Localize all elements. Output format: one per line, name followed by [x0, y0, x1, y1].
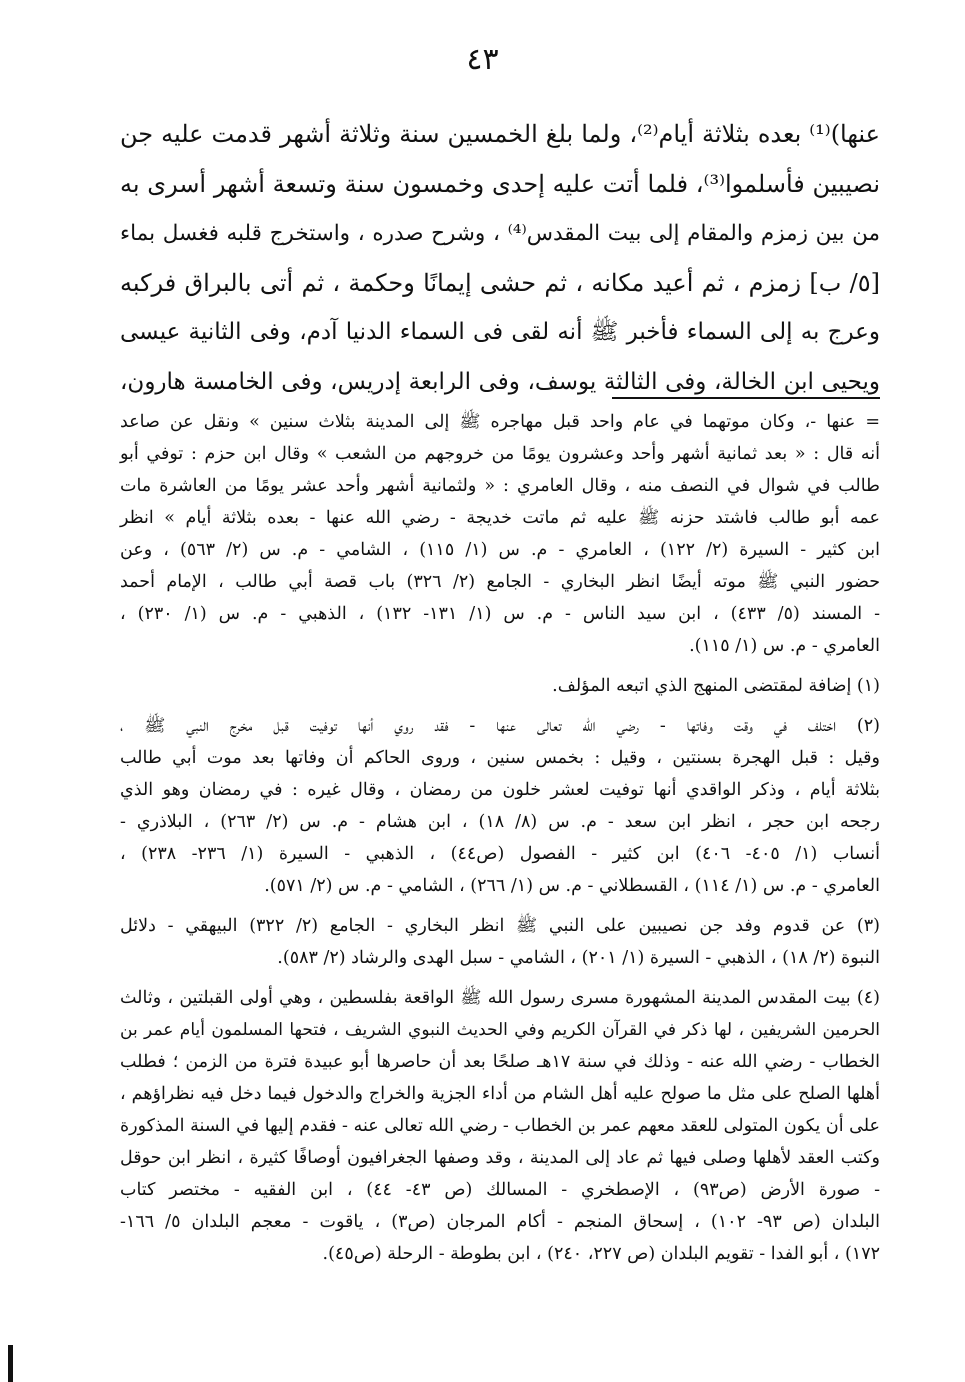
footnote-continued [120, 406, 880, 662]
scan-edge-mark [8, 1345, 13, 1382]
page-number: ٤٣ [466, 42, 499, 77]
footnote-line: عمه أبو طالب فاشتد حزنه ﷺ عليه ثم ماتت خديجة - رضي الله عنها - بعده بثلاثة أيام » انظر [120, 508, 880, 528]
footnote-line: رجحه ابن حجر ، انظر ابن سعد - م. س (٨/ ١٨) ، ابن هشام - م. س (٢/ ٢٦٣) ، البلاذري - [120, 812, 881, 832]
main-text-line: عنها)⁽¹⁾ بعده بثلاثة أيام⁽²⁾، ولما بلغ الخمسين سنة وثلاثة أشهر قدمت عليه جن [120, 120, 880, 148]
footnote-line: العامري - م. س (١/ ١١٤) ، القسطلاني - م. س (١/ ٢٦٦) ، الشامي - م. س (٢/ ٥٧١). [264, 876, 880, 896]
footnote-separator-rule [612, 397, 880, 399]
footnote-4 [120, 982, 880, 1270]
footnotes-block [120, 406, 880, 1270]
footnote-line: (٣) عن قدوم وفد جن نصيبين على النبي ﷺ انظر البخاري - الجامع (٢/ ٣٢٢) البيهقي - دلائل [120, 916, 880, 936]
footnote-line: ابن كثير - السيرة (٢/ ١٢٢) ، العامري - م. س (١/ ١١٥) ، الشامي - م. س (٢/ ٥٦٣) ، وعن [120, 540, 880, 560]
footnote-line: (١) إضافة لمقتضى المنهج الذي اتبعه المؤلف. [552, 676, 880, 696]
main-text-line: ويحيى ابن الخالة، وفى الثالثة يوسف، وفى الرابعة إدريس، وفى الخامسة هارون، [120, 368, 880, 395]
footnote-line: النبوة (٢/ ١٨) ، الذهبي - السيرة (١/ ٢٠١) ، الشامي - سبل الهدى والرشاد (٢/ ٥٨٣). [277, 948, 880, 968]
footnote-line: حضور النبي ﷺ موته أيضًا انظر البخاري - الجامع (٢/ ٣٢٦) باب قصة أبي طالب ، الإمام أحمد [120, 572, 881, 592]
footnote-line: وقيل : قبل الهجرة بسنتين ، وقيل : بخمس سنين ، وروى الحاكم أن وفاتها بعد موت أبي طالب [120, 748, 880, 768]
footnote-line: (٤) بيت المقدس المدينة المشهورة مسرى رسول الله ﷺ الواقعة بفلسطين ، وهي أولى القبلتين ، وثالث [120, 988, 880, 1008]
footnote-2 [120, 710, 880, 902]
main-text-line: نصيبين فأسلموا⁽³⁾، فلما أتت عليه إحدى وخمسون سنة وتسعة أشهر أسرى به [120, 169, 880, 198]
footnote-line: وكتب العقد لأهلها وصلى فيها ثم عاد إلى المدينة ، وقد وصفها الجغرافيون أوصافًا كثيرة ، انظر ابن حوقل [120, 1148, 880, 1168]
footnote-line: - صورة الأرض (ص٩٣) ، الإصطخري - المسالك (ص ٤٣- ٤٤) ، ابن الفقيه - مختصر كتاب [120, 1180, 880, 1200]
footnote-line: أهلها الصلح على مثل ما صولح عليه أهل الشام من أداء الجزية والخراج والدخول فيما دخل فيه نظراؤهم ، [120, 1084, 880, 1104]
footnote-1 [120, 670, 880, 702]
footnote-line: = عنها -، وكان موتهما في عام واحد قبل مهاجره ﷺ إلى المدينة بثلاث سنين » ونقل عن صاعد [120, 412, 880, 432]
footnote-line: الحرمين الشريفين ، لها ذكر في القرآن الكريم وفي الحديث النبوي الشريف ، فتحها المسلمون أيام عمر بن [120, 1020, 880, 1040]
footnote-line: ١٧٢) ، أبو الفدا - تقويم البلدان (ص ٢٢٧، ٢٤٠) ، ابن بطوطة - الرحلة (ص٤٥). [322, 1244, 880, 1264]
footnote-line: أنه قال : « بعد ثمانية أشهر وأحد وعشرون يومًا من خروجهم من الشعب » وقال ابن حزم : توفي أبو [120, 444, 880, 464]
footnote-line: على أن يكون المتولى للعقد معهم عمر بن الخطاب - رضي الله تعالى عنه - فقدم إليها في السنة المذكورة [120, 1116, 880, 1136]
main-text-line: وعرج به إلى السماء فأخبر ﷺ أنه لقى فى السماء الدنيا آدم، وفى الثانية عيسى [120, 319, 880, 345]
footnote-line: البلدان (ص ٩٣- ١٠٢) ، إسحاق المنجم - أكام المرجان (ص٣) ، ياقوت - معجم البلدان ٥/ ١٦٦- [120, 1212, 880, 1232]
footnote-line: الخطاب - رضي الله عنه - وذلك في سنة ١٧هـ صلحًا بعد أن حاصرها أبو عبيدة فترة من الزمن ؛ فطلب [120, 1052, 880, 1072]
main-text-block [120, 110, 880, 407]
footnote-line: - المسند (٥/ ٤٣٣) ، ابن سيد الناس - م. س (١/ ١٣١- ١٣٢) ، الذهبي - م. س (١/ ٢٣٠) ، [120, 604, 881, 624]
footnote-line: بثلاثة أيام ، وذكر الواقدي أنها توفيت لعشر خلون من رمضان ، وقال غيره : في رمضان وهو الذي [120, 780, 880, 800]
footnote-line: أنساب (١/ ٤٠٥- ٤٠٦) ابن كثير - الفصول (ص٤٤) ، الذهبي - السيرة (١/ ٢٣٦- ٢٣٨) ، [120, 844, 880, 864]
footnote-line: طالب في شوال في النصف منه ، وقال العامري : « ولثمانية أشهر وأحد عشر يومًا من العاشرة مات [120, 476, 880, 496]
footnote-3 [120, 910, 880, 974]
main-text-line: [٥/ ب] زمزم ، ثم أعيد مكانه ، ثم حشى إيمانًا وحكمة ، ثم أتى بالبراق فركبه [120, 268, 880, 297]
footnote-line: العامري - م. س (١/ ١١٥). [689, 636, 880, 656]
footnote-line: (٢) اختلف في وقت وفاتها - رضي الله تعالى عنها - فقد روي أنها توفيت قبل مخرج النبي ﷺ ، [120, 716, 880, 736]
main-text-line: من بين زمزم والمقام إلى بيت المقدس⁽⁴⁾ ، وشرح صدره ، واستخرج قلبه فغسل بماء [120, 221, 880, 246]
